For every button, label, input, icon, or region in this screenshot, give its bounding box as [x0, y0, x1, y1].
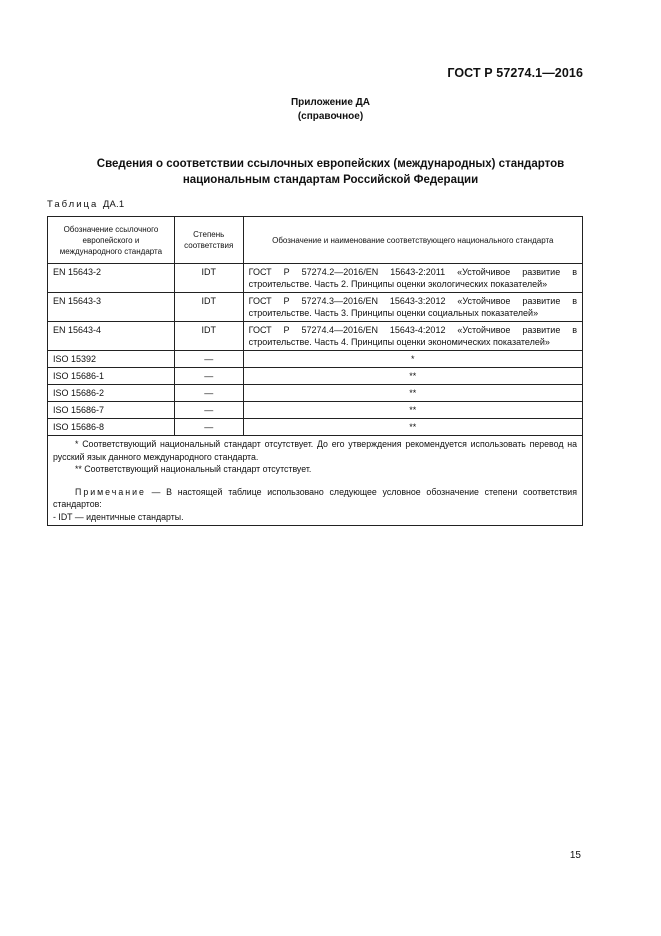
cell-reference: EN 15643-4: [48, 322, 175, 351]
table-row: [48, 293, 583, 322]
table-row: [48, 351, 583, 368]
page-number: 15: [569, 850, 581, 861]
appendix-title-block: [0, 96, 661, 124]
cell-degree: —: [174, 351, 243, 368]
standard-code: ГОСТ Р 57274.1—2016: [447, 66, 583, 80]
cell-national: ГОСТ Р 57274.2—2016/EN 15643-2:2011 «Устойчивое развитие в строительстве. Часть 2. Принципы оценки экологических показателей»: [243, 264, 582, 293]
cell-reference: ISO 15686-8: [48, 419, 175, 436]
cell-degree: —: [174, 385, 243, 402]
table-caption: [47, 199, 124, 210]
cell-degree: IDT: [174, 293, 243, 322]
cell-degree: —: [174, 368, 243, 385]
header-degree: Степень соответствия: [174, 217, 243, 264]
table-notes: [48, 436, 583, 526]
table-caption-number: ДА.1: [102, 199, 125, 210]
header-national-standard: Обозначение и наименование соответствующего национального стандарта: [243, 217, 582, 264]
footnote-2: ** Соответствующий национальный стандарт отсутствует.: [75, 464, 312, 474]
table-row: [48, 322, 583, 351]
cell-national: *: [243, 351, 582, 368]
cell-national: ГОСТ Р 57274.4—2016/EN 15643-4:2012 «Устойчивое развитие в строительстве. Часть 4. Принципы оценки экономических показателей»: [243, 322, 582, 351]
cell-degree: IDT: [174, 322, 243, 351]
heading-line-2: национальным стандартам Российской Федерации: [182, 174, 479, 186]
cell-reference: ISO 15686-7: [48, 402, 175, 419]
cell-degree: —: [174, 402, 243, 419]
table-row: [48, 419, 583, 436]
cell-national: **: [243, 402, 582, 419]
table-note: [53, 486, 577, 511]
note-text: — В настоящей таблице использовано следующее условное обозначение степени соответствия стандартов:: [53, 486, 577, 509]
cell-national: ГОСТ Р 57274.3—2016/EN 15643-3:2012 «Устойчивое развитие в строительстве. Часть 3. Принципы оценки социальных показателей»: [243, 293, 582, 322]
table-row: [48, 385, 583, 402]
correspondence-table: [47, 216, 583, 526]
cell-reference: EN 15643-2: [48, 264, 175, 293]
table-header-row: [48, 217, 583, 264]
header-reference-standard: Обозначение ссылочного европейского и международного стандарта: [48, 217, 175, 264]
cell-national: **: [243, 368, 582, 385]
cell-reference: ISO 15392: [48, 351, 175, 368]
table-row: [48, 368, 583, 385]
cell-reference: EN 15643-3: [48, 293, 175, 322]
cell-reference: ISO 15686-2: [48, 385, 175, 402]
cell-reference: ISO 15686-1: [48, 368, 175, 385]
footnote-1: * Соответствующий национальный стандарт отсутствует. До его утверждения рекомендуется использовать перевод на русский язык данного международного стандарта.: [53, 439, 577, 462]
section-heading: [0, 156, 661, 188]
table-row: [48, 264, 583, 293]
cell-degree: —: [174, 419, 243, 436]
table-row: [48, 402, 583, 419]
heading-line-1: Сведения о соответствии ссылочных европейских (международных) стандартов: [96, 158, 565, 170]
appendix-subtitle: (справочное): [297, 111, 364, 122]
table-caption-label: Таблица: [47, 199, 99, 210]
note-item: - IDT — идентичные стандарты.: [53, 511, 184, 522]
note-label: Примечание: [75, 486, 146, 497]
cell-national: **: [243, 419, 582, 436]
cell-national: **: [243, 385, 582, 402]
cell-degree: IDT: [174, 264, 243, 293]
appendix-title: Приложение ДА: [290, 97, 371, 108]
table-notes-row: [48, 436, 583, 526]
